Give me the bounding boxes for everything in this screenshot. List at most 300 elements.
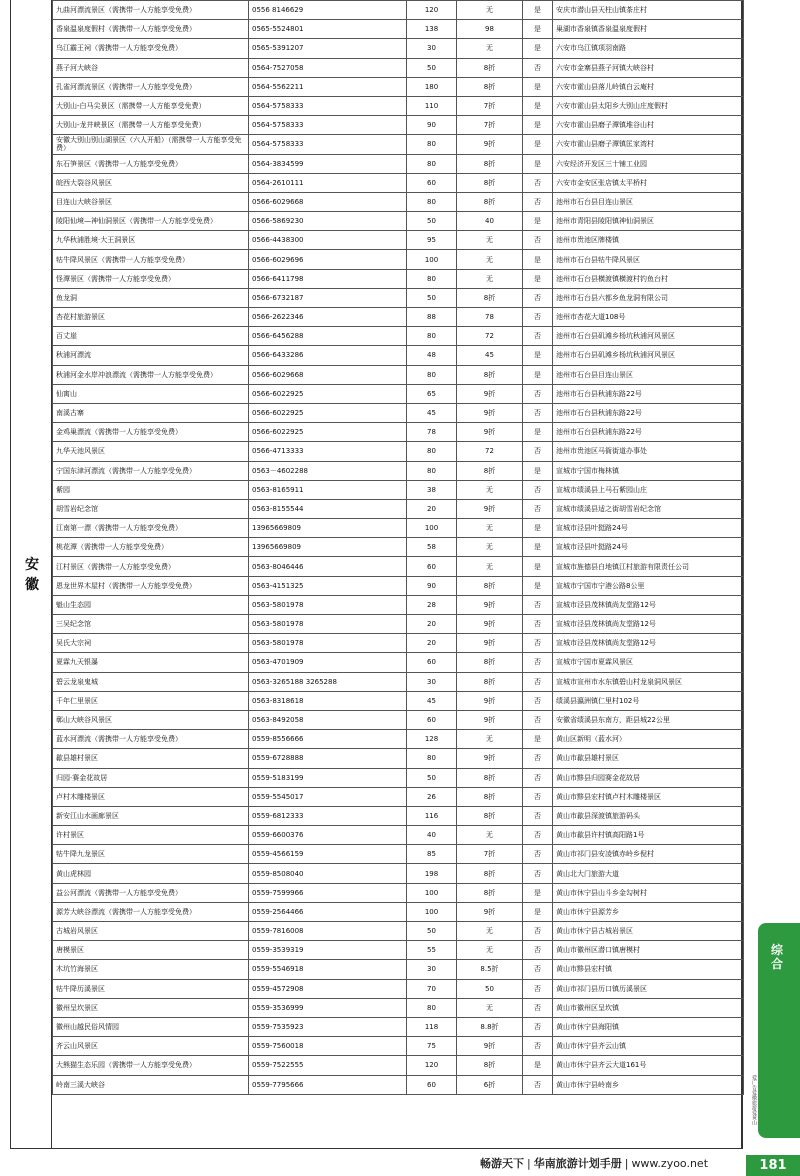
address-cell: 池州市石台县六都乡鱼龙洞有限公司 (553, 288, 744, 307)
table-row (53, 1056, 744, 1075)
cooperation-cell: 是 (523, 269, 553, 288)
cooperation-cell: 否 (523, 327, 553, 346)
phone-cell: 0564-5562211 (249, 77, 407, 96)
cooperation-cell: 否 (523, 1017, 553, 1036)
price-cell: 88 (407, 308, 457, 327)
address-cell: 绩溪县瀛洲镇仁里村102号 (553, 691, 744, 710)
attraction-name-cell: 鄣山大峡谷风景区 (53, 710, 249, 729)
attraction-name-cell: 仙寓山 (53, 384, 249, 403)
cooperation-cell: 否 (523, 941, 553, 960)
attraction-name-cell: 大熊猫生态乐园（需携带一人方能享受免费） (53, 1056, 249, 1075)
phone-cell: 0559-2564466 (249, 902, 407, 921)
table-row (53, 538, 744, 557)
attraction-name-cell: 歙县雄村景区 (53, 749, 249, 768)
price-cell: 45 (407, 691, 457, 710)
cooperation-cell: 是 (523, 730, 553, 749)
discount-cell: 8折 (457, 653, 523, 672)
phone-cell: 0566-6022925 (249, 403, 407, 422)
address-cell: 黄山市休宁县源芳乡 (553, 902, 744, 921)
address-cell: 池州市贵池区牌楼镇 (553, 231, 744, 250)
cooperation-cell: 否 (523, 653, 553, 672)
phone-cell: 0566-5869230 (249, 212, 407, 231)
attraction-name-cell: 大别山-白马尖景区（需携带一人方能享受免费） (53, 96, 249, 115)
cooperation-cell: 是 (523, 39, 553, 58)
section-tab-label: 综合 (770, 943, 783, 971)
table-row (53, 192, 744, 211)
phone-cell: 13965669809 (249, 538, 407, 557)
table-row (53, 480, 744, 499)
table-row (53, 346, 744, 365)
cooperation-cell: 否 (523, 58, 553, 77)
price-cell: 60 (407, 1075, 457, 1094)
price-cell: 95 (407, 231, 457, 250)
address-cell: 黄山市休宁县齐云大道161号 (553, 1056, 744, 1075)
address-cell: 六安市乌江镇项羽南路 (553, 39, 744, 58)
table-row (53, 576, 744, 595)
attraction-name-cell: 江村景区（需携带一人方能享受免费） (53, 557, 249, 576)
discount-cell: 8折 (457, 672, 523, 691)
discount-cell: 72 (457, 327, 523, 346)
phone-cell: 0566-6029668 (249, 192, 407, 211)
attraction-name-cell: 秋浦河漂流 (53, 346, 249, 365)
address-cell: 宣城市泾县茂林镇尚友堂路12号 (553, 595, 744, 614)
discount-cell: 9折 (457, 403, 523, 422)
cooperation-cell: 是 (523, 576, 553, 595)
section-tab[interactable] (758, 923, 800, 1138)
attraction-name-cell: 卢村木雕楼景区 (53, 787, 249, 806)
phone-cell: 0563-8492058 (249, 710, 407, 729)
cooperation-cell: 否 (523, 288, 553, 307)
address-cell: 黄山市休宁县海阳镇 (553, 1017, 744, 1036)
table-row (53, 269, 744, 288)
table-row (53, 154, 744, 173)
price-cell: 110 (407, 96, 457, 115)
address-cell: 池州市石台县秋浦东路22号 (553, 423, 744, 442)
discount-cell: 98 (457, 20, 523, 39)
discount-cell: 无 (457, 269, 523, 288)
phone-cell: 0563-8165911 (249, 480, 407, 499)
cooperation-cell: 否 (523, 384, 553, 403)
table-row (53, 116, 744, 135)
address-cell: 宣城市宁国市梅林镇 (553, 461, 744, 480)
phone-cell: 0566-6433286 (249, 346, 407, 365)
price-cell: 26 (407, 787, 457, 806)
price-cell: 100 (407, 519, 457, 538)
cooperation-cell: 否 (523, 308, 553, 327)
price-cell: 80 (407, 327, 457, 346)
cooperation-cell: 是 (523, 346, 553, 365)
discount-cell: 8折 (457, 806, 523, 825)
price-cell: 198 (407, 864, 457, 883)
phone-cell: 0563-8155544 (249, 499, 407, 518)
price-cell: 50 (407, 922, 457, 941)
table-row (53, 883, 744, 902)
attraction-name-cell: 三吴纪念馆 (53, 615, 249, 634)
side-vertical-text: 爱广告爱徽旅游爱黄山 (751, 1075, 757, 1125)
address-cell: 黄山市歙县雄村景区 (553, 749, 744, 768)
table-row (53, 231, 744, 250)
discount-cell: 9折 (457, 423, 523, 442)
attraction-name-cell: 碧云龙泉鬼城 (53, 672, 249, 691)
attraction-name-cell: 恩龙世界木屋村（需携带一人方能享受免费） (53, 576, 249, 595)
discount-cell: 无 (457, 39, 523, 58)
table-row (53, 519, 744, 538)
address-cell: 黄山市黟县归园赛金花故居 (553, 768, 744, 787)
attraction-name-cell: 鱼龙洞 (53, 288, 249, 307)
phone-cell: 0559-6728888 (249, 749, 407, 768)
table-row (53, 58, 744, 77)
address-cell: 黄山市黟县宏村镇卢村木雕楼景区 (553, 787, 744, 806)
price-cell: 30 (407, 960, 457, 979)
phone-cell: 0565-5391207 (249, 39, 407, 58)
table-row (53, 653, 744, 672)
address-cell: 黄山北大门旅游大道 (553, 864, 744, 883)
cooperation-cell: 否 (523, 403, 553, 422)
cooperation-cell: 是 (523, 135, 553, 154)
phone-cell: 0564-5758333 (249, 116, 407, 135)
attraction-name-cell: 桃花潭（需携带一人方能享受免费） (53, 538, 249, 557)
discount-cell: 8折 (457, 288, 523, 307)
cooperation-cell: 否 (523, 1037, 553, 1056)
cooperation-cell: 是 (523, 1056, 553, 1075)
table-row (53, 461, 744, 480)
discount-cell: 7折 (457, 96, 523, 115)
price-cell: 80 (407, 154, 457, 173)
cooperation-cell: 否 (523, 806, 553, 825)
table-row (53, 979, 744, 998)
phone-cell: 0566-6022925 (249, 423, 407, 442)
address-cell: 宣城市宁国市夏霖风景区 (553, 653, 744, 672)
phone-cell: 0566-6456288 (249, 327, 407, 346)
address-cell: 六安市霍山县太阳乡大别山庄度假村 (553, 96, 744, 115)
table-row (53, 806, 744, 825)
phone-cell: 0566-4713333 (249, 442, 407, 461)
cooperation-cell: 是 (523, 77, 553, 96)
cooperation-cell: 否 (523, 1075, 553, 1094)
table-row (53, 96, 744, 115)
address-cell: 黄山市休宁县山斗乡金勾树村 (553, 883, 744, 902)
cooperation-cell: 否 (523, 480, 553, 499)
address-cell: 宣城市旌德县白地镇江村旅游有限责任公司 (553, 557, 744, 576)
price-cell: 100 (407, 250, 457, 269)
attraction-name-cell: 归园·赛金花故居 (53, 768, 249, 787)
table-row (53, 308, 744, 327)
address-cell: 黄山市歙县深渡镇旅游码头 (553, 806, 744, 825)
price-cell: 60 (407, 557, 457, 576)
price-cell: 138 (407, 20, 457, 39)
price-cell: 80 (407, 442, 457, 461)
cooperation-cell: 否 (523, 864, 553, 883)
discount-cell: 无 (457, 826, 523, 845)
attraction-name-cell: 魁山生态园 (53, 595, 249, 614)
discount-cell: 9折 (457, 1037, 523, 1056)
discount-cell: 无 (457, 480, 523, 499)
cooperation-cell: 是 (523, 154, 553, 173)
cooperation-cell: 否 (523, 192, 553, 211)
table-row (53, 20, 744, 39)
attraction-name-cell: 吴氏大宗祠 (53, 634, 249, 653)
attraction-name-cell: 齐云山风景区 (53, 1037, 249, 1056)
phone-cell: 0563-3265188 3265288 (249, 672, 407, 691)
attraction-name-cell: 黄山虎林园 (53, 864, 249, 883)
price-cell: 58 (407, 538, 457, 557)
table-row (53, 212, 744, 231)
cooperation-cell: 是 (523, 538, 553, 557)
phone-cell: 0559-4572908 (249, 979, 407, 998)
discount-cell: 9折 (457, 384, 523, 403)
attraction-name-cell: 杏花村旅游景区 (53, 308, 249, 327)
address-cell: 池州市青阳县陵阳镇神仙洞景区 (553, 212, 744, 231)
price-cell: 80 (407, 749, 457, 768)
cooperation-cell: 是 (523, 557, 553, 576)
cooperation-cell: 否 (523, 173, 553, 192)
price-cell: 20 (407, 634, 457, 653)
table-row (53, 634, 744, 653)
cooperation-cell: 是 (523, 20, 553, 39)
cooperation-cell: 是 (523, 365, 553, 384)
table-row (53, 691, 744, 710)
price-cell: 45 (407, 403, 457, 422)
discount-cell: 无 (457, 538, 523, 557)
cooperation-cell: 否 (523, 499, 553, 518)
table-row (53, 1037, 744, 1056)
attraction-name-cell: 孔雀河漂流景区（需携带一人方能享受免费） (53, 77, 249, 96)
attraction-name-cell: 目连山大峡谷景区 (53, 192, 249, 211)
attraction-name-cell: 皖西大裂谷风景区 (53, 173, 249, 192)
address-cell: 池州市石台县目连山景区 (553, 192, 744, 211)
phone-cell: 0565-5524801 (249, 20, 407, 39)
phone-cell: 0556 8146629 (249, 1, 407, 20)
table-row (53, 557, 744, 576)
price-cell: 80 (407, 998, 457, 1017)
table-row (53, 1017, 744, 1036)
price-cell: 75 (407, 1037, 457, 1056)
cooperation-cell: 否 (523, 710, 553, 729)
phone-cell: 0559-7816008 (249, 922, 407, 941)
attraction-rows (53, 1, 744, 1095)
attraction-name-cell: 百丈崖 (53, 327, 249, 346)
attraction-name-cell: 香泉温泉度假村（需携带一人方能享受免费） (53, 20, 249, 39)
discount-cell: 9折 (457, 634, 523, 653)
phone-cell: 0563-4701909 (249, 653, 407, 672)
address-cell: 宣城市泾县叶挺路24号 (553, 519, 744, 538)
cooperation-cell: 否 (523, 231, 553, 250)
phone-cell: 0566-6029668 (249, 365, 407, 384)
table-row (53, 384, 744, 403)
table-row (53, 864, 744, 883)
table-row (53, 749, 744, 768)
cooperation-cell: 否 (523, 826, 553, 845)
discount-cell: 8折 (457, 768, 523, 787)
table-row (53, 615, 744, 634)
phone-cell: 0559-5546918 (249, 960, 407, 979)
price-cell: 80 (407, 269, 457, 288)
phone-cell: 0559-3536999 (249, 998, 407, 1017)
attraction-name-cell: 益公河漂流（需携带一人方能享受免费） (53, 883, 249, 902)
price-cell: 120 (407, 1056, 457, 1075)
address-cell: 宣城市宣州市水东镇碧山村龙泉洞风景区 (553, 672, 744, 691)
discount-cell: 8.8折 (457, 1017, 523, 1036)
phone-cell: 0566-2622346 (249, 308, 407, 327)
cooperation-cell: 否 (523, 922, 553, 941)
address-cell: 黄山市歙县许村镇高阳路1号 (553, 826, 744, 845)
table-row (53, 922, 744, 941)
discount-cell: 9折 (457, 135, 523, 154)
attraction-name-cell: 大别山-龙井峡景区（需携带一人方能享受免费） (53, 116, 249, 135)
discount-cell: 6折 (457, 1075, 523, 1094)
price-cell: 78 (407, 423, 457, 442)
discount-cell: 无 (457, 250, 523, 269)
discount-cell: 无 (457, 1, 523, 20)
discount-cell: 无 (457, 519, 523, 538)
price-cell: 85 (407, 845, 457, 864)
address-cell: 黄山区新明（蓝水河） (553, 730, 744, 749)
attraction-name-cell: 古城岩风景区 (53, 922, 249, 941)
price-cell: 128 (407, 730, 457, 749)
discount-cell: 8折 (457, 58, 523, 77)
table-row (53, 595, 744, 614)
phone-cell: 0566-6022925 (249, 384, 407, 403)
footer-brand: 畅游天下 (480, 1157, 524, 1170)
attraction-name-cell: 江南第一漂（需携带一人方能享受免费） (53, 519, 249, 538)
address-cell: 宣城市泾县茂林镇尚友堂路12号 (553, 634, 744, 653)
table-row (53, 288, 744, 307)
address-cell: 池州市石台县目连山景区 (553, 365, 744, 384)
cooperation-cell: 是 (523, 116, 553, 135)
address-cell: 宣城市绩溪县上马石紫园山庄 (553, 480, 744, 499)
table-row (53, 39, 744, 58)
attraction-name-cell: 九曲河漂流景区（需携带一人方能享受免费） (53, 1, 249, 20)
footer: 畅游天下 | 华南旅游计划手册 | www.zyoo.net (480, 1157, 709, 1170)
discount-cell: 无 (457, 557, 523, 576)
footer-url[interactable]: www.zyoo.net (631, 1157, 709, 1170)
attraction-name-cell: 唐模景区 (53, 941, 249, 960)
cooperation-cell: 否 (523, 691, 553, 710)
address-cell: 巢湖市香泉镇香泉温泉度假村 (553, 20, 744, 39)
discount-cell: 8.5折 (457, 960, 523, 979)
price-cell: 100 (407, 902, 457, 921)
price-cell: 30 (407, 672, 457, 691)
phone-cell: 0564-2610111 (249, 173, 407, 192)
cooperation-cell: 是 (523, 212, 553, 231)
discount-cell: 无 (457, 941, 523, 960)
attraction-name-cell: 徽州山越民俗风情园 (53, 1017, 249, 1036)
address-cell: 池州市石台县牯牛降风景区 (553, 250, 744, 269)
table-row (53, 998, 744, 1017)
province-column (10, 0, 52, 1149)
discount-cell: 8折 (457, 365, 523, 384)
cooperation-cell: 是 (523, 96, 553, 115)
phone-cell: 0559-7560018 (249, 1037, 407, 1056)
address-cell: 六安市霍山县磨子潭镇匡家湾村 (553, 135, 744, 154)
price-cell: 38 (407, 480, 457, 499)
cooperation-cell: 否 (523, 787, 553, 806)
cooperation-cell: 是 (523, 883, 553, 902)
attraction-name-cell: 夏霖九天银瀑 (53, 653, 249, 672)
price-cell: 100 (407, 883, 457, 902)
phone-cell: 0559-7522555 (249, 1056, 407, 1075)
table-row (53, 941, 744, 960)
attraction-name-cell: 蓝水河漂流（需携带一人方能享受免费） (53, 730, 249, 749)
phone-cell: 0559-4566159 (249, 845, 407, 864)
table-row (53, 173, 744, 192)
cooperation-cell: 否 (523, 749, 553, 768)
price-cell: 80 (407, 461, 457, 480)
address-cell: 六安市霍山县落儿岭镇白云庵村 (553, 77, 744, 96)
table-row (53, 730, 744, 749)
phone-cell: 0564-5758333 (249, 96, 407, 115)
price-cell: 50 (407, 288, 457, 307)
phone-cell: 0559-8556666 (249, 730, 407, 749)
attraction-name-cell: 秋浦河金水岸冲浪漂流（需携带一人方能享受免费） (53, 365, 249, 384)
attraction-name-cell: 东石笋景区（需携带一人方能享受免费） (53, 154, 249, 173)
address-cell: 黄山市徽州区呈坎镇 (553, 998, 744, 1017)
address-cell: 黄山市黟县宏村镇 (553, 960, 744, 979)
footer-series: 华南旅游计划手册 (533, 1157, 622, 1170)
attraction-name-cell: 乌江霸王祠（需携带一人方能享受免费） (53, 39, 249, 58)
cooperation-cell: 是 (523, 250, 553, 269)
discount-cell: 8折 (457, 787, 523, 806)
phone-cell: 0563-8318618 (249, 691, 407, 710)
attraction-name-cell: 胡雪岩纪念馆 (53, 499, 249, 518)
attraction-name-cell: 九华秋浦胜境·大王洞景区 (53, 231, 249, 250)
discount-cell: 72 (457, 442, 523, 461)
price-cell: 120 (407, 1, 457, 20)
cooperation-cell: 是 (523, 461, 553, 480)
attraction-name-cell: 燕子河大峡谷 (53, 58, 249, 77)
discount-cell: 无 (457, 922, 523, 941)
address-cell: 池州市石台县矶滩乡杨坑秋浦河风景区 (553, 327, 744, 346)
table-row (53, 960, 744, 979)
price-cell: 50 (407, 212, 457, 231)
attraction-name-cell: 九华天池风景区 (53, 442, 249, 461)
address-cell: 池州市石台县横渡镇横渡村钓鱼台村 (553, 269, 744, 288)
page-number: 181 (746, 1155, 800, 1176)
attraction-name-cell: 徽州呈坎景区 (53, 998, 249, 1017)
address-cell: 池州市贵池区马衙街道办事处 (553, 442, 744, 461)
discount-cell: 9折 (457, 615, 523, 634)
phone-cell: 0559-6812333 (249, 806, 407, 825)
cooperation-cell: 是 (523, 1, 553, 20)
phone-cell: 0566-6732187 (249, 288, 407, 307)
address-cell: 安徽省绩溪县东南方，距县城22公里 (553, 710, 744, 729)
attraction-name-cell: 千年仁里景区 (53, 691, 249, 710)
attraction-name-cell: 牯牛降历溪景区 (53, 979, 249, 998)
discount-cell: 8折 (457, 77, 523, 96)
address-cell: 六安市金寨县燕子河镇大峡谷村 (553, 58, 744, 77)
price-cell: 60 (407, 653, 457, 672)
address-cell: 黄山市祁门县安凌镇赤岭乡倪村 (553, 845, 744, 864)
cooperation-cell: 是 (523, 423, 553, 442)
address-cell: 黄山市休宁县古城岩景区 (553, 922, 744, 941)
price-cell: 80 (407, 365, 457, 384)
phone-cell: 0566-6029696 (249, 250, 407, 269)
discount-cell: 8折 (457, 1056, 523, 1075)
cooperation-cell: 否 (523, 960, 553, 979)
phone-cell: 0564-3834599 (249, 154, 407, 173)
discount-cell: 9折 (457, 595, 523, 614)
discount-cell: 无 (457, 998, 523, 1017)
table-row (53, 710, 744, 729)
attraction-name-cell: 金鸡巢漂流（需携带一人方能享受免费） (53, 423, 249, 442)
address-cell: 宣城市绩溪县适之街胡雪岩纪念馆 (553, 499, 744, 518)
price-cell: 118 (407, 1017, 457, 1036)
price-cell: 50 (407, 768, 457, 787)
address-cell: 安庆市潜山县天柱山镇茶庄村 (553, 1, 744, 20)
address-cell: 池州市石台县秋浦东路22号 (553, 403, 744, 422)
address-cell: 六安市霍山县磨子潭镇堆谷山村 (553, 116, 744, 135)
table-row (53, 135, 744, 154)
